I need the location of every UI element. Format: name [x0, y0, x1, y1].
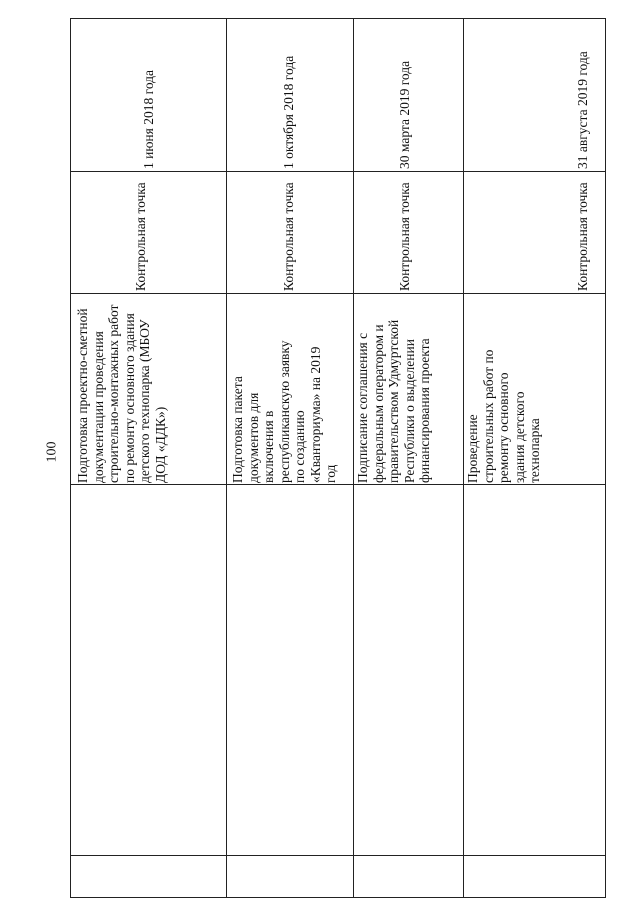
date-text: 1 июня 2018 года: [141, 69, 156, 169]
table-row-3-date: [353, 19, 463, 171]
document-table: [70, 18, 606, 898]
table-row-2-event: [226, 293, 353, 484]
table-row-2-type: [226, 171, 353, 293]
table-row-4-date: [463, 19, 607, 171]
type-text: Контрольная точка: [397, 182, 412, 291]
event-text: Подписание соглашения с федеральным оператором и правительством Удмуртской Республики о выделении финансирования проекта: [355, 319, 432, 483]
date-text: 31 августа 2019 года: [575, 51, 590, 169]
date-text: 30 марта 2019 года: [397, 60, 412, 169]
table-row-4-event: [463, 293, 607, 484]
page-number: [40, 432, 64, 472]
table-row-2-date: [226, 19, 353, 171]
table-row-3-event: [353, 293, 463, 484]
table-row-1-date: [71, 19, 226, 171]
table-row-1-type: [71, 171, 226, 293]
table-row-4-type: [463, 171, 607, 293]
date-text: 1 октября 2018 года: [281, 55, 296, 169]
table-row-3-type: [353, 171, 463, 293]
page-number-text: 100: [44, 441, 59, 463]
event-text: Подготовка проектно-сметной документации проведения строительно-монтажных работ по ремонту основного здания детского технопарка (МБОУ ДОД «ДДК»): [75, 304, 168, 483]
event-text: Проведение строительных работ по ремонту основного здания детского технопарка: [465, 349, 542, 483]
event-column-border: [71, 484, 605, 485]
table-row-1-event: [71, 293, 226, 484]
type-text: Контрольная точка: [575, 182, 590, 291]
type-text: Контрольная точка: [133, 182, 148, 291]
type-text: Контрольная точка: [281, 182, 296, 291]
event-text: Подготовка пакета документов для включения в республиканскую заявку по созданию «Кванториума» на 2019 год: [230, 340, 338, 483]
bottom-column-border: [71, 855, 605, 856]
